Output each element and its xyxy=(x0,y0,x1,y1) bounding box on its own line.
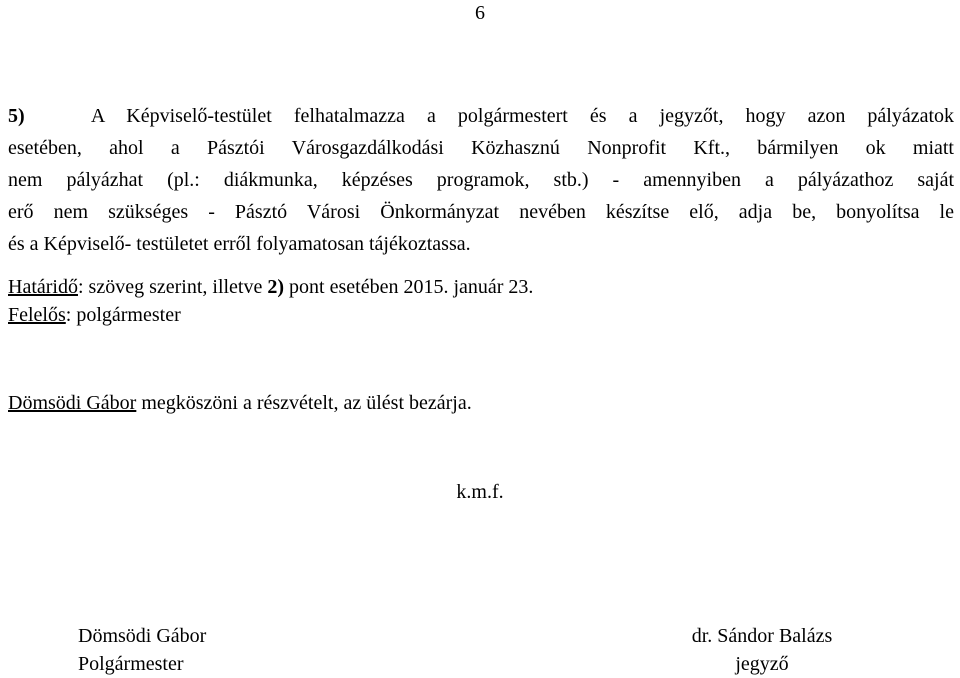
resolution-paragraph xyxy=(8,100,954,260)
responsible-text: : polgármester xyxy=(65,304,181,326)
deadline-text-after: pont esetében 2015. január 23. xyxy=(284,276,534,298)
signature-block-right xyxy=(672,622,852,678)
deadline-label: Határidő xyxy=(8,276,78,298)
signature-right-name: dr. Sándor Balázs xyxy=(691,625,833,647)
resolution-line-5: és a Képviselő- testületet erről folyamatosan tájékoztassa. xyxy=(8,233,471,255)
signature-right-title: jegyző xyxy=(735,653,789,675)
responsible-label: Felelős xyxy=(8,304,66,326)
resolution-line-1 xyxy=(8,100,954,132)
closing-name: Dömsödi Gábor xyxy=(8,392,137,414)
resolution-line-3: nem pályázhat (pl.: diákmunka, képzéses programok, stb.) - amennyiben a pályázathoz saját xyxy=(8,169,954,191)
signature-left-title: Polgármester xyxy=(78,653,184,675)
closing-text: megköszöni a részvételt, az ülést bezárja. xyxy=(136,392,472,414)
kmf-label: k.m.f. xyxy=(456,481,504,503)
deadline-line xyxy=(8,274,954,300)
responsible-line xyxy=(8,302,954,328)
page-number: 6 xyxy=(475,2,485,24)
signature-left-name: Dömsödi Gábor xyxy=(78,625,207,647)
resolution-number: 5) xyxy=(8,105,25,127)
closing-line xyxy=(8,390,954,416)
resolution-line-2: esetében, ahol a Pásztói Városgazdálkodási Közhasznú Nonprofit Kft., bármilyen ok miatt xyxy=(8,137,954,159)
resolution-line-1-text: A Képviselő-testület felhatalmazza a polgármestert és a jegyzőt, hogy azon pályázatok xyxy=(90,105,955,127)
deadline-text-before: : szöveg szerint, illetve xyxy=(77,276,268,298)
deadline-bold-ref: 2) xyxy=(267,276,285,298)
resolution-line-4: erő nem szükséges - Pásztó Városi Önkormányzat nevében készítse elő, adja be, bonyolítsa le xyxy=(8,201,954,223)
signature-block-left xyxy=(78,622,206,678)
